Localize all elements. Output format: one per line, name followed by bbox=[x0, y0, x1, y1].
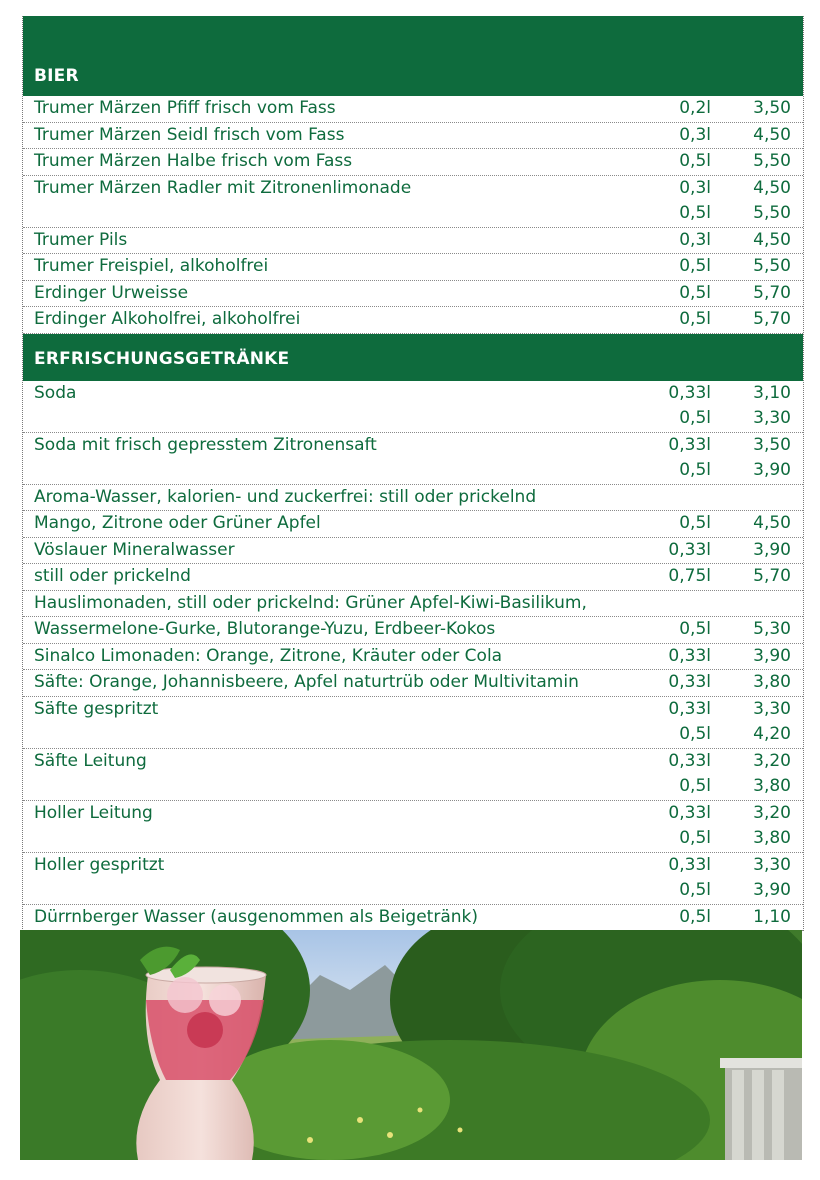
drinks-menu bbox=[22, 16, 804, 931]
item-volume: 0,3l bbox=[679, 124, 711, 145]
item-price: 3,20 bbox=[753, 802, 791, 823]
menu-item-row bbox=[23, 617, 803, 644]
item-name: still oder prickelnd bbox=[34, 566, 191, 586]
item-volume: 0,33l bbox=[668, 854, 711, 875]
item-price: 3,90 bbox=[753, 880, 791, 900]
item-volume: 0,33l bbox=[668, 645, 711, 666]
lemonade-garden-photo bbox=[20, 930, 802, 1160]
menu-item-row bbox=[23, 591, 803, 618]
item-volume: 0,5l bbox=[679, 460, 711, 480]
item-price: 4,50 bbox=[753, 177, 791, 198]
item-name: Sinalco Limonaden: Orange, Zitrone, Kräuter oder Cola bbox=[34, 645, 503, 666]
item-price: 4,50 bbox=[753, 229, 791, 250]
item-volume bbox=[623, 591, 711, 617]
item-volume: 0,75l bbox=[668, 566, 711, 586]
section-title: ERFRISCHUNGSGETRÄNKE bbox=[23, 334, 803, 381]
menu-item-row bbox=[23, 564, 803, 591]
menu-item-row bbox=[23, 228, 803, 255]
item-name: Vöslauer Mineralwasser bbox=[34, 539, 235, 560]
item-price: 3,80 bbox=[753, 776, 791, 796]
item-volume: 0,5l bbox=[679, 256, 711, 276]
item-name: Trumer Märzen Pfiff frisch vom Fass bbox=[34, 98, 336, 118]
menu-item-row bbox=[23, 511, 803, 538]
item-volume: 0,33l bbox=[668, 698, 711, 719]
menu-item-row bbox=[23, 670, 803, 697]
item-volume: 0,5l bbox=[679, 513, 711, 533]
photo-illustration bbox=[20, 930, 802, 1160]
item-name: Mango, Zitrone oder Grüner Apfel bbox=[34, 513, 321, 533]
item-price: 3,30 bbox=[753, 698, 791, 719]
item-name: Soda bbox=[34, 382, 77, 403]
item-volume: 0,5l bbox=[679, 828, 711, 848]
item-name: Holler gespritzt bbox=[34, 854, 165, 875]
item-volume: 0,5l bbox=[679, 724, 711, 744]
item-price: 5,50 bbox=[753, 256, 791, 276]
item-volume: 0,33l bbox=[668, 802, 711, 823]
item-name: Trumer Freispiel, alkoholfrei bbox=[34, 256, 269, 276]
item-price: 3,80 bbox=[753, 828, 791, 848]
item-price: 3,90 bbox=[753, 645, 791, 666]
item-price: 5,70 bbox=[753, 566, 791, 586]
item-volume bbox=[623, 485, 711, 511]
item-name: Dürrnberger Wasser (ausgenommen als Beigetränk) bbox=[34, 906, 478, 927]
menu-item-row bbox=[23, 281, 803, 308]
item-price: 3,80 bbox=[753, 672, 791, 692]
item-volume: 0,5l bbox=[679, 906, 711, 927]
item-volume: 0,5l bbox=[679, 880, 711, 900]
menu-item-row bbox=[23, 853, 803, 905]
item-name: Trumer Pils bbox=[34, 229, 128, 250]
item-volume: 0,5l bbox=[679, 151, 711, 171]
menu-item-row bbox=[23, 905, 803, 932]
menu-item-row bbox=[23, 697, 803, 749]
item-price: 5,30 bbox=[753, 619, 791, 639]
item-name: Wassermelone-Gurke, Blutorange-Yuzu, Erdbeer-Kokos bbox=[34, 619, 496, 639]
item-price: 3,10 bbox=[753, 382, 791, 403]
item-price: 3,30 bbox=[753, 854, 791, 875]
menu-item-row bbox=[23, 433, 803, 485]
item-volume: 0,5l bbox=[679, 203, 711, 223]
item-price bbox=[711, 591, 791, 617]
item-name: Soda mit frisch gepresstem Zitronensaft bbox=[34, 434, 377, 455]
item-volume: 0,5l bbox=[679, 282, 711, 303]
item-price: 3,50 bbox=[753, 98, 791, 118]
item-volume: 0,5l bbox=[679, 408, 711, 428]
item-volume: 0,33l bbox=[668, 434, 711, 455]
item-price: 3,50 bbox=[753, 434, 791, 455]
menu-item-row bbox=[23, 176, 803, 228]
item-name: Trumer Märzen Radler mit Zitronenlimonade bbox=[34, 177, 412, 198]
item-price: 5,50 bbox=[753, 151, 791, 171]
item-name: Trumer Märzen Halbe frisch vom Fass bbox=[34, 151, 353, 171]
menu-item-row bbox=[23, 485, 803, 512]
menu-item-row bbox=[23, 123, 803, 150]
item-volume: 0,3l bbox=[679, 229, 711, 250]
menu-item-row bbox=[23, 538, 803, 565]
item-volume: 0,33l bbox=[668, 539, 711, 560]
item-volume: 0,33l bbox=[668, 750, 711, 771]
item-price: 4,50 bbox=[753, 124, 791, 145]
item-name: Säfte: Orange, Johannisbeere, Apfel naturtrüb oder Multivitamin bbox=[34, 672, 579, 692]
item-volume: 0,33l bbox=[668, 672, 711, 692]
item-name: Erdinger Alkoholfrei, alkoholfrei bbox=[34, 309, 301, 329]
menu-item-row bbox=[23, 801, 803, 853]
item-price: 4,20 bbox=[753, 724, 791, 744]
item-price: 3,90 bbox=[753, 539, 791, 560]
item-name: Hauslimonaden, still oder prickelnd: Grüner Apfel-Kiwi-Basilikum, bbox=[34, 592, 587, 613]
item-volume: 0,33l bbox=[668, 382, 711, 403]
item-price: 5,70 bbox=[753, 309, 791, 329]
item-volume: 0,5l bbox=[679, 776, 711, 796]
item-price: 3,20 bbox=[753, 750, 791, 771]
item-name: Erdinger Urweisse bbox=[34, 282, 189, 303]
item-price: 5,50 bbox=[753, 203, 791, 223]
item-price bbox=[711, 485, 791, 511]
item-price: 5,70 bbox=[753, 282, 791, 303]
item-price: 3,90 bbox=[753, 460, 791, 480]
item-name: Säfte gespritzt bbox=[34, 698, 159, 719]
menu-item-row bbox=[23, 96, 803, 123]
item-volume: 0,2l bbox=[679, 98, 711, 118]
item-volume: 0,5l bbox=[679, 309, 711, 329]
menu-item-row bbox=[23, 381, 803, 433]
item-name: Trumer Märzen Seidl frisch vom Fass bbox=[34, 124, 345, 145]
item-name: Holler Leitung bbox=[34, 802, 153, 823]
menu-item-row bbox=[23, 254, 803, 281]
menu-item-row bbox=[23, 307, 803, 334]
item-volume: 0,3l bbox=[679, 177, 711, 198]
item-volume: 0,5l bbox=[679, 619, 711, 639]
item-name: Säfte Leitung bbox=[34, 750, 147, 771]
item-price: 1,10 bbox=[753, 906, 791, 927]
item-name: Aroma-Wasser, kalorien- und zuckerfrei: still oder prickelnd bbox=[34, 486, 537, 507]
menu-item-row bbox=[23, 149, 803, 176]
menu-item-row bbox=[23, 749, 803, 801]
item-price: 3,30 bbox=[753, 408, 791, 428]
menu-item-row bbox=[23, 644, 803, 671]
section-title: BIER bbox=[23, 16, 803, 96]
item-price: 4,50 bbox=[753, 513, 791, 533]
